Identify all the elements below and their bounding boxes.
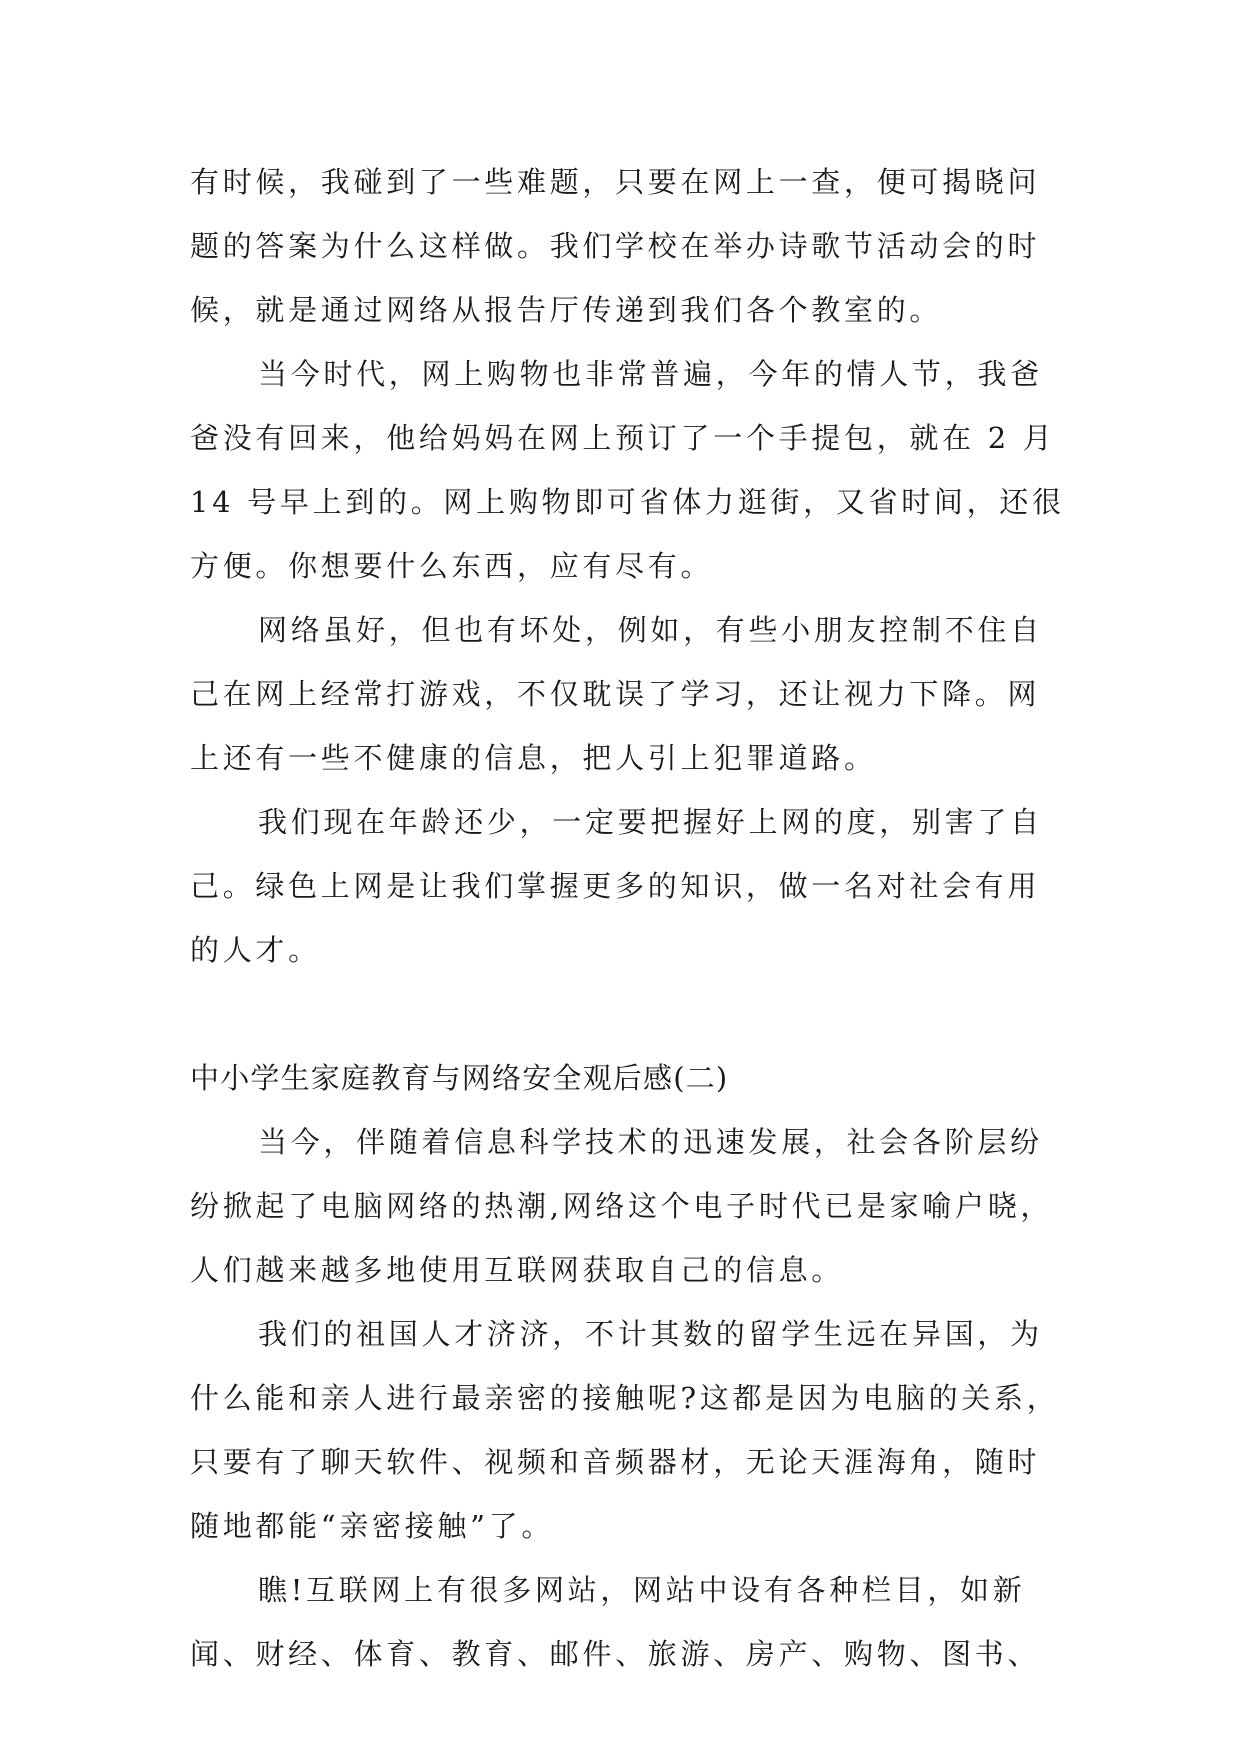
text-line: 的人才。 [190,933,321,967]
document-body [190,150,1065,1686]
text-line: 方便。你想要什么东西，应有尽有。 [190,549,714,583]
section-gap [190,982,1054,1046]
text-line: 有时候，我碰到了一些难题，只要在网上一查，便可揭晓问 [190,165,1041,199]
section-title: 中小学生家庭教育与网络安全观后感(二) [190,1061,729,1095]
paragraph-start-line: 当今时代，网上购物也非常普遍，今年的情人节，我爸 [258,357,1043,391]
text-line: 题的答案为什么这样做。我们学校在举办诗歌节活动会的时 [190,229,1041,263]
text-line: 己。绿色上网是让我们掌握更多的知识，做一名对社会有用 [190,869,1041,903]
text-line: 上还有一些不健康的信息，把人引上犯罪道路。 [190,741,877,775]
text-line: 闻、财经、体育、教育、邮件、旅游、房产、购物、图书、 [190,1637,1041,1671]
text-line: 14 号早上到的。网上购物即可省体力逛街，又省时间，还很 [190,485,1065,519]
text-line: 随地都能“亲密接触”了。 [190,1509,555,1543]
text-line: 纷掀起了电脑网络的热潮,网络这个电子时代已是家喻户晓， [190,1189,1054,1223]
paragraph-start-line: 当今，伴随着信息科学技术的迅速发展，社会各阶层纷 [258,1125,1043,1159]
text-line: 人们越来越多地使用互联网获取自己的信息。 [190,1253,845,1287]
text-line: 候，就是通过网络从报告厅传递到我们各个教室的。 [190,293,943,327]
text-line: 什么能和亲人进行最亲密的接触呢?这都是因为电脑的关系， [190,1381,1060,1415]
paragraph-start-line: 瞧!互联网上有很多网站，网站中设有各种栏目，如新 [258,1573,1026,1607]
text-line: 只要有了聊天软件、视频和音频器材，无论天涯海角，随时 [190,1445,1041,1479]
text-line: 爸没有回来，他给妈妈在网上预订了一个手提包，就在 2 月 [190,421,1056,455]
text-line: 己在网上经常打游戏，不仅耽误了学习，还让视力下降。网 [190,677,1041,711]
paragraph-start-line: 网络虽好，但也有坏处，例如，有些小朋友控制不住自 [258,613,1043,647]
paragraph-start-line: 我们现在年龄还少，一定要把握好上网的度，别害了自 [258,805,1043,839]
paragraph-start-line: 我们的祖国人才济济，不计其数的留学生远在异国，为 [258,1317,1043,1351]
